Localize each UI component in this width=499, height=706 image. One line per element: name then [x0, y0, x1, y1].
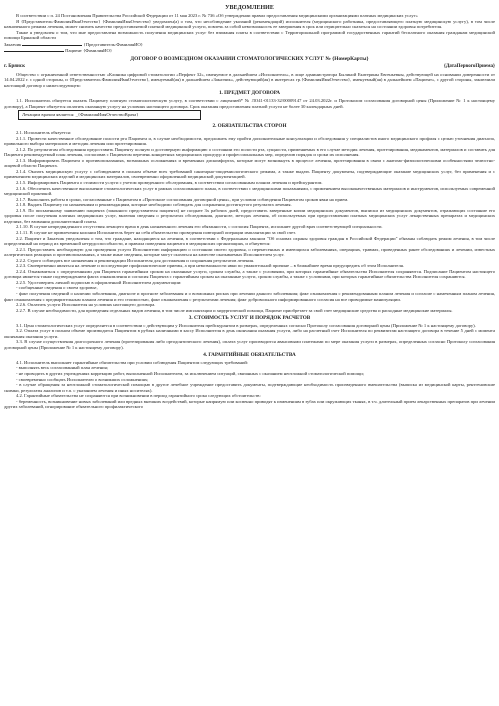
list-item: 2.1. Исполнитель обязуется: [16, 130, 71, 136]
section-1-title: 1. ПРЕДМЕТ ДОГОВОРА [218, 90, 281, 97]
list-item: 4.2. Гарантийные обязательства не сохраняются при возникновении в период гарантийного срока следующих обстоятельств: [16, 393, 261, 399]
list-item: 2.1.9. По письменному заявлению пациента (законного представителя пациента) не позднее 3х рабочих дней, предоставить заверенные копии медицинских документов, выписки из медицинских документов, отражающих состояние его здоровья после получения платных медицинских услуг, включая сведения о результатах обследования, диагнозе, методах лечения, об используемых при предоставлении платных медицинских услуг лекарственных препаратах и медицинских изделиях, без взимания дополнительной платы. [4, 207, 495, 224]
list-item: 2.1.5. Информировать Пациента о стоимости услуги с учетом проведенного обследования, в соответствии согласованным планом лечения и прейскурантом. [16, 180, 323, 186]
section-4-title: 4. ГАРАНТИЙНЫЕ ОБЯЗАТЕЛЬСТВА [203, 352, 296, 359]
list-item: - выполнять весь согласованный план лечения; [16, 365, 109, 371]
document-page [4, 4, 495, 410]
contract-title: ДОГОВОР О ВОЗМЕЗДНОМ ОКАЗАНИИ СТОМАТОЛОГИЧЕСКИХ УСЛУГ № {НомерКарты} [130, 55, 369, 62]
contract-date: {ДатаПервогоПриема} [443, 63, 495, 69]
list-item: 2.2.2. Строго соблюдать все назначения и рекомендации Исполнителя для достижения и сохранения результатов лечения. [16, 257, 255, 263]
list-item: 3.2. Оплата услуг в полном объеме производится Пациентом в рублях наличными в кассу Исполнителя в день окончания оказания услуги, либо на расчетный счет Исполнителя по реквизитам настоящего договора в течение 5 дней с момента окончания оказания услуги. [4, 328, 495, 339]
signature-line [22, 45, 82, 46]
list-item: 3.1. Цена стоматологических услуг определяется в соответствии с действующим у Исполнителя прейскурантом в размерах, определенных согласно Протоколу согласования договорной цены (Приложение № 1 к настоящему договору). [16, 322, 476, 328]
list-item: 3.3. В случае осуществления долгосрочного лечения (протезирования либо ортодонтического лечения), оплата услуг производится авансовыми платежами по мере оказания услуги в размерах, определенных согласно Протоколу согласования договорной цены (Приложение № 1 к настоящему договору). [4, 339, 495, 350]
notice-signature-name: {Представитель:ФамилияИО} [83, 41, 143, 47]
section-3-title: 3. СТОИМОСТЬ УСЛУГ И ПОРЯДОК РАСЧЕТОВ [188, 315, 311, 322]
list-item: 2.1.2. По результатам обследования предоставить Пациенту полную и достоверную информацию о состоянии его полости рта, сущности, применяемых в его случае методик лечения, протезирования, медикаментов, материалов и составить для Пациента рекомендуемый план лечения, согласовав с Пациентом перечень конкретных медицинских процедур и профессиональных мер, определив порядок и сроки их исполнения. [4, 146, 495, 158]
signature-line-2 [4, 51, 64, 52]
list-item: - факт получения сведений о наличии заболевания, диагнозе и прогнозе заболевания и о возможных рисках при лечении данного заболевания; факт ознакомления с рекомендованным планом лечения и согласие с намеченным планом лечения, факт ознакомления с предварительным планом лечения и его стоимостью, факт ознакомления с результатами лечения; факт добровольного информированного согласия на все проводимые манипуляции. [4, 290, 495, 302]
list-item: 2.2.5. Удостоверить личной подписью в оформленной Исполнителем документации: [16, 279, 182, 285]
list-item: - беременность, возникновение новых заболеваний или вредных внешних воздействий, которые напрямую или косвенно приводят к изменениям в зубах или окружающих тканях, в т.ч. длительный прием лекарственных препаратов при лечении других заболеваний, игнорирование обязательного профилактического [4, 398, 495, 410]
list-item: 2.1.4. Оказать медицинскую услугу с соблюдением в полном объеме всех требований санитарно-эпидемиологического режима, а также выдать Пациенту документы, подтверждающие оказание медицинских услуг, без применения и с применением медицинских изделий и медицинских материалов, своевременно оформленной медицинской документацией. [4, 168, 495, 180]
section-2-items [4, 130, 495, 313]
list-item: 2.2.6. Оплатить услуги Исполнителя на условиях настоящего договора. [16, 302, 156, 308]
list-item: 2.1.11. В случае не привлечения колонии Исполнитель берет на себя обязательство проведения повторной операции имплантации за свой счет. [16, 229, 296, 235]
notice-signature-label: Заказчик [4, 41, 22, 47]
list-item: - сообщенные сведения о своем здоровье, [16, 285, 98, 291]
list-item: 2.1.3. Информировать Пациента о противопоказаниях, возможных осложнениях и временных дискомфортах, которые могут возникнуть в процессе лечения, протезирования в связи с анатомо-физиологическими особенностями челюстно-лицевой области Пациента. [4, 157, 495, 169]
contract-place-date [4, 64, 495, 70]
contract-city: г. Брянск [4, 63, 25, 69]
notice-title: УВЕДОМЛЕНИЕ [225, 5, 274, 11]
notice-paragraph-1: В соответствии с п. 24 Постановления Правительства Российской Федерации от 11 мая 2023 г. № 736 «Об утверждении правил предоставления медицинскими организациями платных медицинских услуг» [16, 13, 418, 18]
list-item: 2.2. Пациент и Заказчик уведомлены о том, что граждане, находящиеся на лечении, в соответствии с Федеральным законом "Об основах охраны здоровья граждан в Российской Федерации" обязаны соблюдать режим лечения, в том числе определенный на период их временной нетрудоспособности, и правила поведения пациента в медицинских организациях, и обязуются: [4, 235, 495, 247]
section-3-items [4, 323, 495, 351]
list-item: 2.1.1. Провести качественное обследование полости рта Пациента и, в случае необходимости, предложить ему пройти дополнительные консультации и обследования у специалистов иного медицинского профиля с целью уточнения диагноза, правильного выбора материалов и методик лечения или протезирования. [4, 135, 495, 147]
section-2-title: 2. ОБЯЗАТЕЛЬСТВА СТОРОН [212, 122, 287, 129]
notice-signature [4, 42, 495, 48]
notice-paragraph-2: Я {Представитель:ФамилияИмяОтчество} {ФамилияИмяОтчество} уведомлен(а) о том, что несоблюдение указаний (рекомендаций) исполнителя (медицинского работника, предоставляющего платную медицинскую услугу), в том числе назначенного режима лечения, может снизить качество предоставляемой платной медицинской услуги, повлечь за собой невозможность ее завершения в срок или отрицательно сказаться на состоянии здоровья потребителя. [4, 18, 495, 30]
list-item: 2.2.7. В случае необходимости, для проведения отдельных видов лечения, в том числе имплантации и хирургической помощи, Пациент приобретает за свой счет медицинские средства и расходные медицинские материалы. [16, 307, 453, 313]
list-item: 2.1.8. Выдать Пациенту по назначениям и рекомендациям, которые необходимо соблюдать для сохранения достигнутого результата лечения. [16, 202, 292, 208]
list-item: 2.2.4. Ознакомиться с определенными для Пациента гарантийным сроком на оказанные услуги, сроком службы, а также с условиями, при которых гарантийные обязательства Исполнителя сохраняются. Подписание Пациентом настоящего договора является также подтверждением факта ознакомления и согласия Пациента с гарантийным сроком на оказанные услуги, сроком службы, а также с условиями, при которых гарантийные обязательства Исполнителя сохраняются. [4, 268, 495, 280]
section-1-paragraph: 1.1. Исполнитель обязуется оказать Пациенту платную стоматологическую услугу, в соответствии с лицензией* № ЛО41-01133-32/00009147 от 24.03.2022г. и Протоколом согласования договорной цены (Приложение № 1 к настоящему договору), а Пациент обязуется оплатить оказанную услугу на условиях настоящего договора. Срок оказания предоставления платной услуги не более 30 календарных дней. [4, 97, 495, 109]
list-item: 2.1.6. Обеспечить качественное выполнение стоматологических услуг в рамках согласованного плана, в соответствии с медицинскими показаниями, с применением высококачественных материалов и инструментов, используемых современной медицинской практикой. [4, 185, 495, 197]
list-item: 4.1. Исполнитель выполняет гарантийные обязательства при условии соблюдения Пациентом следующих требований: [16, 359, 249, 365]
section-4-items [4, 360, 495, 410]
list-item: 2.1.10. В случае непредвиденного отсутствия лечащего врача в день назначенного лечения его обязанности, с согласия Пациента, исполняет другой врач соответствующей специальности. [16, 224, 383, 230]
list-item: - в случае обращения за неотложной стоматологической помощью в другое лечебное учреждение предоставить документы, подтверждающие необходимость произведенного вмешательства (выписка из медицинской карты, рентгеновские снимки, результаты анализов и т.п. с указанием лечения и иных носителях). [4, 382, 495, 393]
list-item: 2.2.1. Предоставить необходимую для проведения услуги Исполнителю информацию о состоянии своего здоровья, о перенесенных и имеющихся заболеваниях, операциях, травмах, проведенных ранее обследованиях и лечении, известных аллергических реакциях и противопоказаниях, а также иные сведения, которые могут сказаться на качестве оказываемых Исполнителем услуг. [4, 246, 495, 258]
contract-preamble: Общество с ограниченной ответственностью «Клиника цифровой стоматологии «Перфект 32», именуемое в дальнейшем «Исполнитель», в лице администратора Былиной Екатерины Евгеньевны, действующей на основании доверенности от 14.04.2022 г. с одной стороны, и {Представитель:ФамилияИмяОтчество}, именуемый(ая) в дальнейшем «Заказчик», действующий(ая) в интересах гр.{ФамилияИмяОтчество}, именуемый(ая) в дальнейшем «Пациент», с другой стороны, заключили настоящий договор о нижеследующем: [4, 71, 495, 88]
list-item: 2.1.7. Выполнить работы в сроки, согласованные с Пациентом в «Протоколе согласования договорной цены», при условии соблюдения Пациентом сроков явки на прием. [16, 196, 349, 202]
notice-signature-name-2: Пациент {ФамилияИО} [65, 48, 113, 54]
doctor-box: Лечащим врачом является: _{ФамилияИмяОтчествоВрача} [18, 110, 201, 120]
notice-signature-2 [4, 48, 495, 54]
list-item: - своевременно сообщать Исполнителю о возникших осложнениях; [16, 376, 149, 382]
list-item: - не проводить в других учреждениях коррекцию работ, выполненной Исполнителем, за исключением ситуаций, связанных с оказанием неотложной стоматологической помощи; [16, 370, 365, 376]
list-item: 2.2.3. Своевременно являться на лечение и последующие профилактические приемы, а при невозможности явки по уважительной причине – в ближайшее время предупредить об этом Исполнителя. [16, 263, 405, 269]
notice-paragraph-3: Также я уведомлен о том, что мне предоставлена возможность получения медицинских услуг без взимания платы в соответствии с Территориальной программой государственных гарантий бесплатного оказания гражданам медицинской помощи Брянской области [4, 29, 495, 41]
